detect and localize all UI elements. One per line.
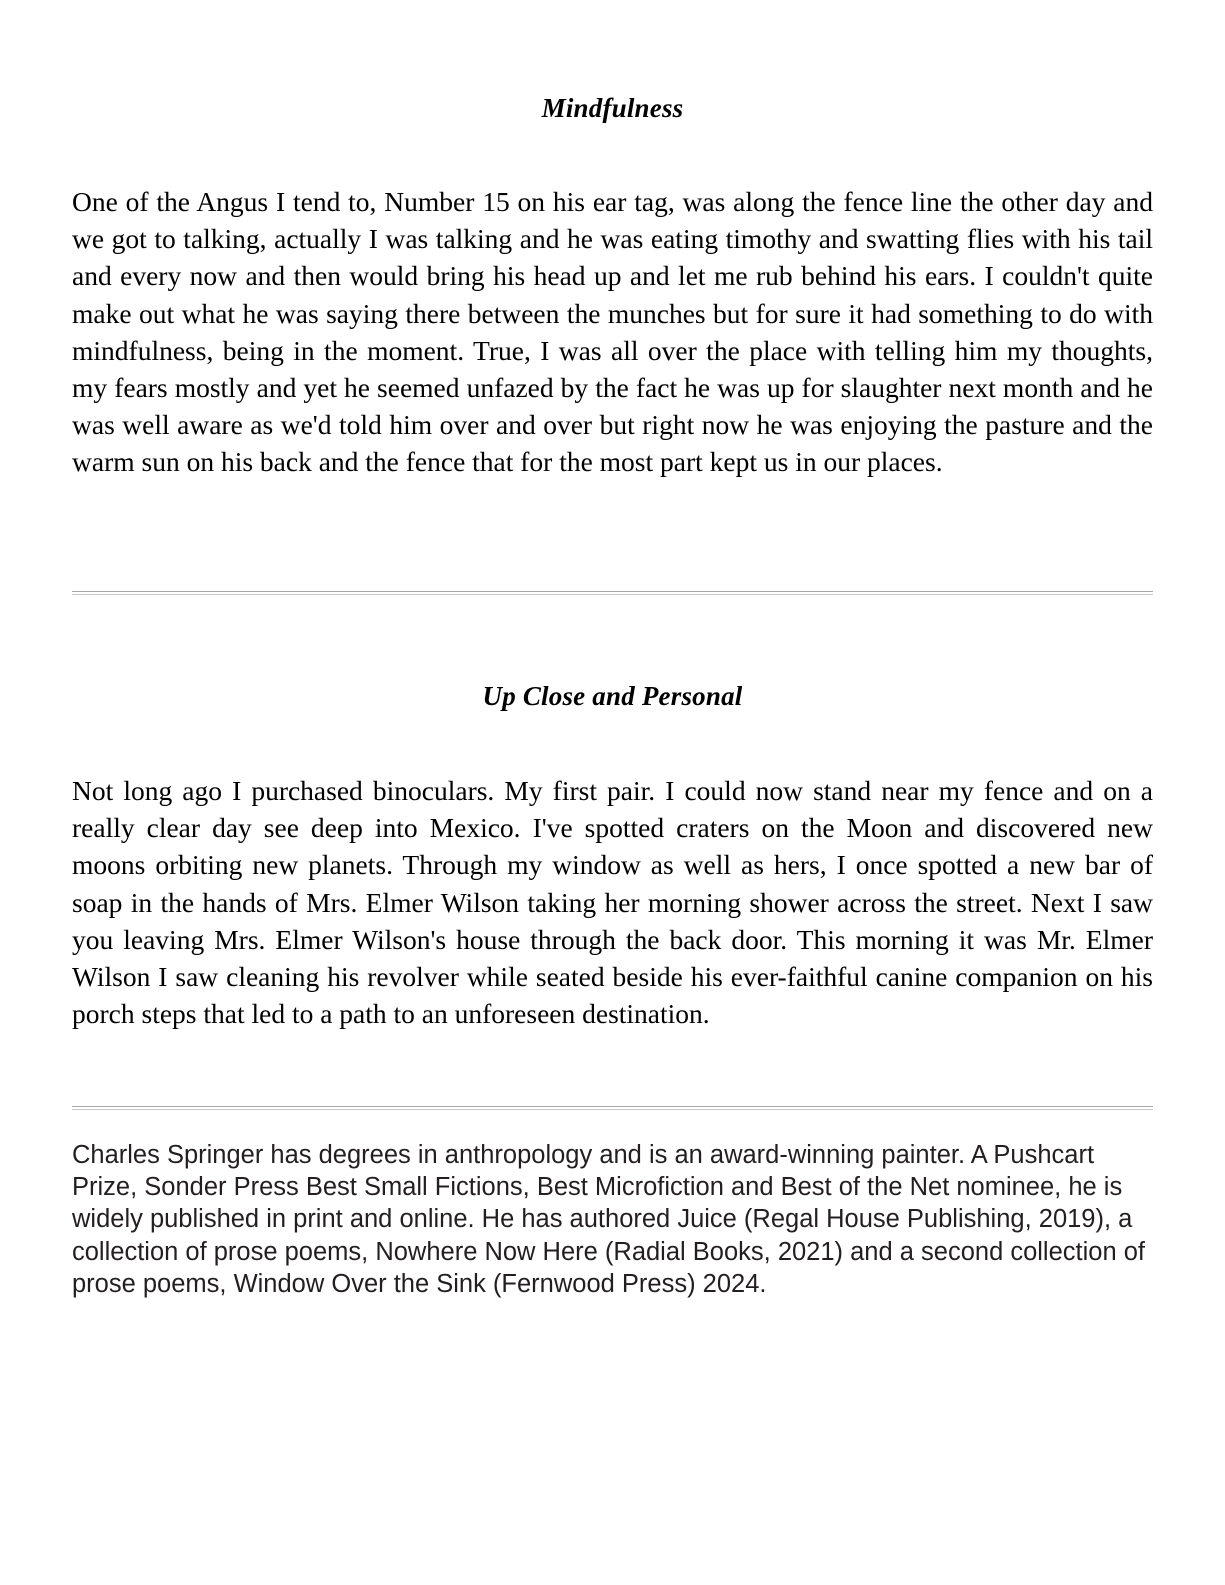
- section-divider-1: [72, 591, 1153, 595]
- section-body-mindfulness: One of the Angus I tend to, Number 15 on his ear tag, was along the fence line the other day and we got to talking, actually I was talking and he was eating timothy and swatting flies with his tail and every now and then would bring his head up and let me rub behind his ears. I couldn't quite make out what he was saying there between the munches but for sure it had something to do with mindfulness, being in the moment. True, I was all over the place with telling him my thoughts, my fears mostly and yet he seemed unfazed by the fact he was up for slaughter next month and he was well aware as we'd told him over and over but right now he was enjoying the pasture and the warm sun on his back and the fence that for the most part kept us in our places.: [72, 186, 1153, 478]
- section-divider-2: [72, 1106, 1153, 1110]
- section-title-up-close-and-personal: Up Close and Personal: [482, 681, 743, 712]
- section-title-mindfulness: Mindfulness: [541, 93, 684, 124]
- author-bio: Charles Springer has degrees in anthropology and is an award-winning painter. A Pushcart Prize, Sonder Press Best Small Fictions, Best Microfiction and Best of the Net nominee, he is widely published in print and online. He has authored Juice (Regal House Publishing, 2019), a collection of prose poems, Nowhere Now Here (Radial Books, 2021) and a second collection of prose poems, Window Over the Sink (Fernwood Press) 2024.: [72, 1141, 1145, 1298]
- section-body-up-close-and-personal: Not long ago I purchased binoculars. My first pair. I could now stand near my fence and on a really clear day see deep into Mexico. I've spotted craters on the Moon and discovered new moons orbiting new planets. Through my window as well as hers, I once spotted a new bar of soap in the hands of Mrs. Elmer Wilson taking her morning shower across the street. Next I saw you leaving Mrs. Elmer Wilson's house through the back door. This morning it was Mr. Elmer Wilson I saw cleaning his revolver while seated beside his ever-faithful canine companion on his porch steps that led to a path to an unforeseen destination.: [72, 775, 1153, 1030]
